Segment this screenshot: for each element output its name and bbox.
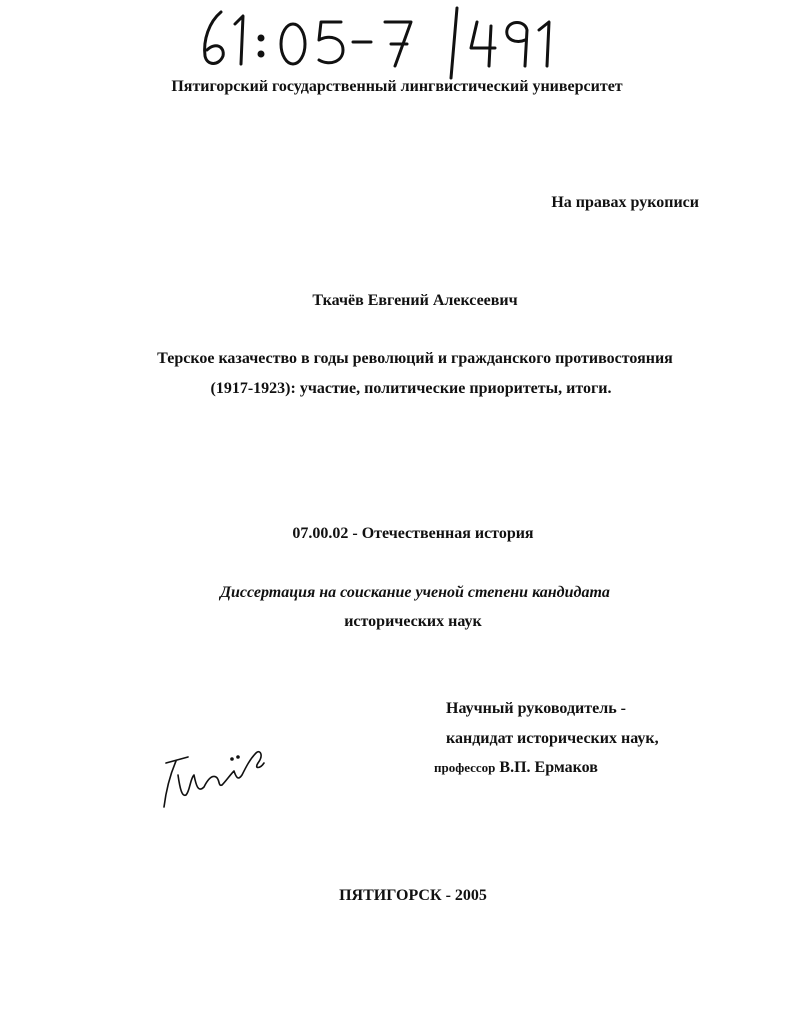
manuscript-rights: На правах рукописи xyxy=(551,194,699,211)
supervisor-title: профессор xyxy=(434,760,496,775)
university-name: Пятигорский государственный лингвистический университет xyxy=(171,78,623,95)
dissertation-title-line-2: (1917-1923): участие, политические приоритеты, итоги. xyxy=(210,380,612,397)
specialty-code: 07.00.02 - Отечественная история xyxy=(292,525,534,542)
supervisor-degree: кандидат исторических наук, xyxy=(446,730,659,747)
supervisor-name: В.П. Ермаков xyxy=(499,759,598,776)
city-year: ПЯТИГОРСК - 2005 xyxy=(339,887,487,904)
dissertation-degree-line-1: Диссертация на соискание ученой степени кандидата xyxy=(220,584,610,601)
dissertation-title-line-1: Терское казачество в годы революций и гражданского противостояния xyxy=(157,350,673,367)
author-signature xyxy=(160,735,280,815)
dissertation-degree-line-2: исторических наук xyxy=(344,613,482,630)
supervisor-title-name xyxy=(434,759,598,777)
handwritten-archive-code xyxy=(195,0,575,80)
supervisor-label: Научный руководитель - xyxy=(446,700,626,717)
author-name: Ткачёв Евгений Алексеевич xyxy=(312,292,518,309)
